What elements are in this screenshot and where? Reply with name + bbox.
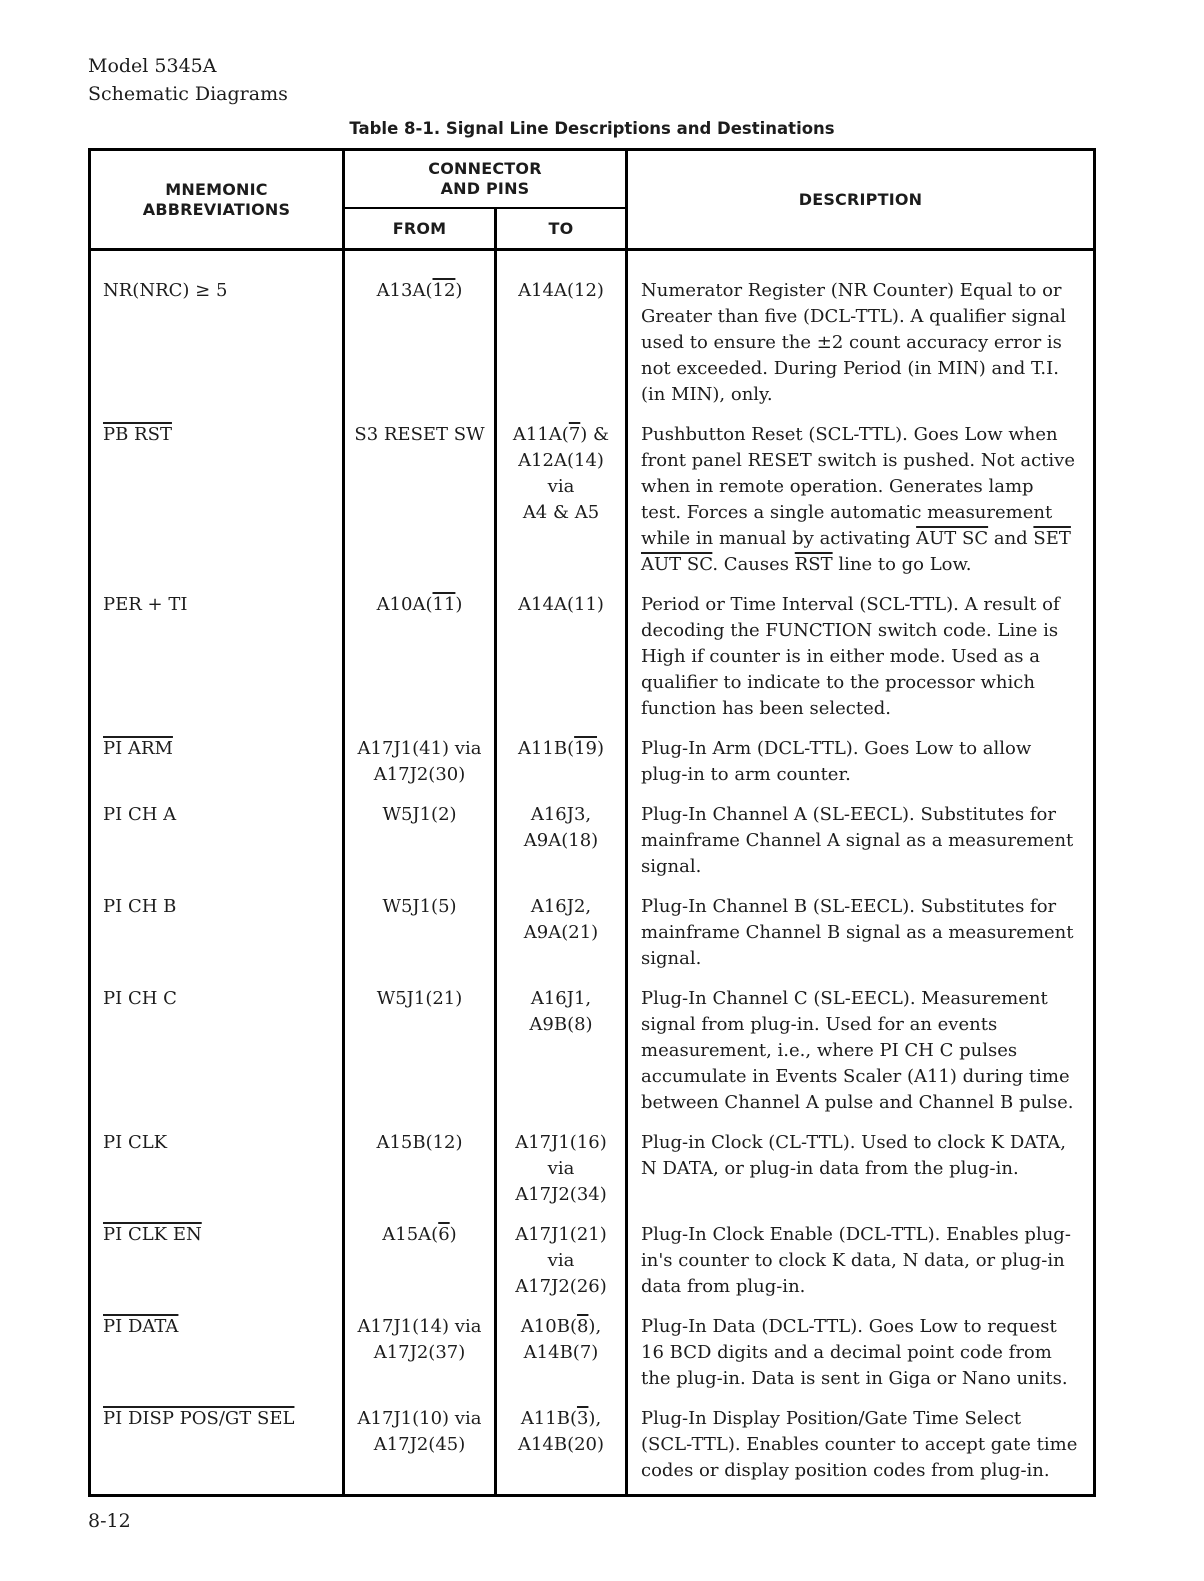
to-cell: A11A(7) & A12A(14) via A4 & A5 xyxy=(497,422,628,592)
from-cell: A13A(12) xyxy=(345,251,497,422)
description-cell: Pushbutton Reset (SCL-TTL). Goes Low when front panel RESET switch is pushed. Not active when in remote operation. Generates lamp test. Forces a single automatic measurement while in manual by activating AUT SC and SET AUT SC. Causes $\overline{RST}$ line to go Low. xyxy=(641,424,1075,575)
model-number: Model 5345A xyxy=(88,55,217,77)
section-name: Schematic Diagrams xyxy=(88,83,288,105)
to-cell: A14A(12) xyxy=(497,251,628,422)
mnemonic-cell: PI ARM xyxy=(91,736,345,802)
mnemonic-cell: NR(NRC) ≥ 5 xyxy=(91,251,345,422)
description-cell: Plug-in Clock (CL-TTL). Used to clock K DATA, N DATA, or plug-in data from the plug-in. xyxy=(641,1132,1067,1179)
document-header xyxy=(88,52,288,108)
mnemonic-cell: PB RST xyxy=(91,422,345,592)
from-cell: W5J1(5) xyxy=(345,894,497,986)
mnemonic-cell: PI CH C xyxy=(91,986,345,1130)
mnemonic-cell: PI CLK EN xyxy=(91,1222,345,1314)
header-description: DESCRIPTION xyxy=(798,189,923,209)
mnemonic-cell: PI DISP POS/GT SEL xyxy=(91,1406,345,1494)
from-cell: A15B(12) xyxy=(345,1130,497,1222)
header-mnemonic-abbreviations: MNEMONIC ABBREVIATIONS xyxy=(91,151,345,248)
description-cell: Plug-In Clock Enable (DCL-TTL). Enables plug-in's counter to clock K data, N data, or plug-in data from plug-in. xyxy=(641,1224,1071,1297)
description-cell: Numerator Register (NR Counter) Equal to or Greater than five (DCL-TTL). A qualifier signal used to ensure the ±2 count accuracy error is not exceeded. During Period (in MIN) and T.I. (in MIN), only. xyxy=(641,280,1067,405)
mnemonic-cell: PER + TI xyxy=(91,592,345,736)
description-cell: Plug-In Channel C (SL-EECL). Measurement signal from plug-in. Used for an events measurement, i.e., where PI CH C pulses accumulate in Events Scaler (A11) during time between Channel A pulse and Channel B pulse. xyxy=(641,988,1074,1113)
description-cell: Plug-In Arm (DCL-TTL). Goes Low to allow plug-in to arm counter. xyxy=(641,738,1032,785)
mnemonic-cell: PI CH B xyxy=(91,894,345,986)
description-cell: Plug-In Display Position/Gate Time Select (SCL-TTL). Enables counter to accept gate time codes or display position codes from plug-in. xyxy=(641,1408,1078,1481)
to-cell: A17J1(16) via A17J2(34) xyxy=(497,1130,628,1222)
to-cell: A16J1, A9B(8) xyxy=(497,986,628,1130)
to-cell: A11B(3), A14B(20) xyxy=(497,1406,628,1494)
from-cell: A17J1(10) via A17J2(45) xyxy=(345,1406,497,1494)
to-cell: A17J1(21) via A17J2(26) xyxy=(497,1222,628,1314)
to-cell: A16J2, A9A(21) xyxy=(497,894,628,986)
page-number: 8-12 xyxy=(88,1510,131,1532)
description-cell: Plug-In Channel B (SL-EECL). Substitutes for mainframe Channel B signal as a measurement signal. xyxy=(641,896,1074,969)
mnemonic-cell: PI CLK xyxy=(91,1130,345,1222)
header-connector-and-pins: CONNECTOR AND PINS xyxy=(345,151,628,209)
from-cell: W5J1(2) xyxy=(345,802,497,894)
to-cell: A16J3, A9A(18) xyxy=(497,802,628,894)
to-cell: A11B(19) xyxy=(497,736,628,802)
from-cell: A17J1(14) via A17J2(37) xyxy=(345,1314,497,1406)
from-cell: A10A(11) xyxy=(345,592,497,736)
to-cell: A10B(8), A14B(7) xyxy=(497,1314,628,1406)
description-cell: Plug-In Data (DCL-TTL). Goes Low to request 16 BCD digits and a decimal point code from the plug-in. Data is sent in Giga or Nano units. xyxy=(641,1316,1068,1389)
from-cell: A17J1(41) via A17J2(30) xyxy=(345,736,497,802)
header-from: FROM xyxy=(345,209,497,248)
table-header-row xyxy=(91,151,1093,251)
header-to: TO xyxy=(497,209,628,248)
from-cell: A15A(6) xyxy=(345,1222,497,1314)
mnemonic-cell: PI DATA xyxy=(91,1314,345,1406)
description-cell: Period or Time Interval (SCL-TTL). A result of decoding the FUNCTION switch code. Line is High if counter is in either mode. Used as a qualifier to indicate to the processor which function has been selected. xyxy=(641,594,1060,719)
to-cell: A14A(11) xyxy=(497,592,628,736)
signal-line-table xyxy=(88,148,1096,1497)
from-cell: S3 RESET SW xyxy=(345,422,497,592)
table-body xyxy=(91,251,1093,1494)
table-title: Table 8-1. Signal Line Descriptions and Destinations xyxy=(349,119,835,138)
mnemonic-cell: PI CH A xyxy=(91,802,345,894)
from-cell: W5J1(21) xyxy=(345,986,497,1130)
description-cell: Plug-In Channel A (SL-EECL). Substitutes for mainframe Channel A signal as a measurement signal. xyxy=(641,804,1074,877)
